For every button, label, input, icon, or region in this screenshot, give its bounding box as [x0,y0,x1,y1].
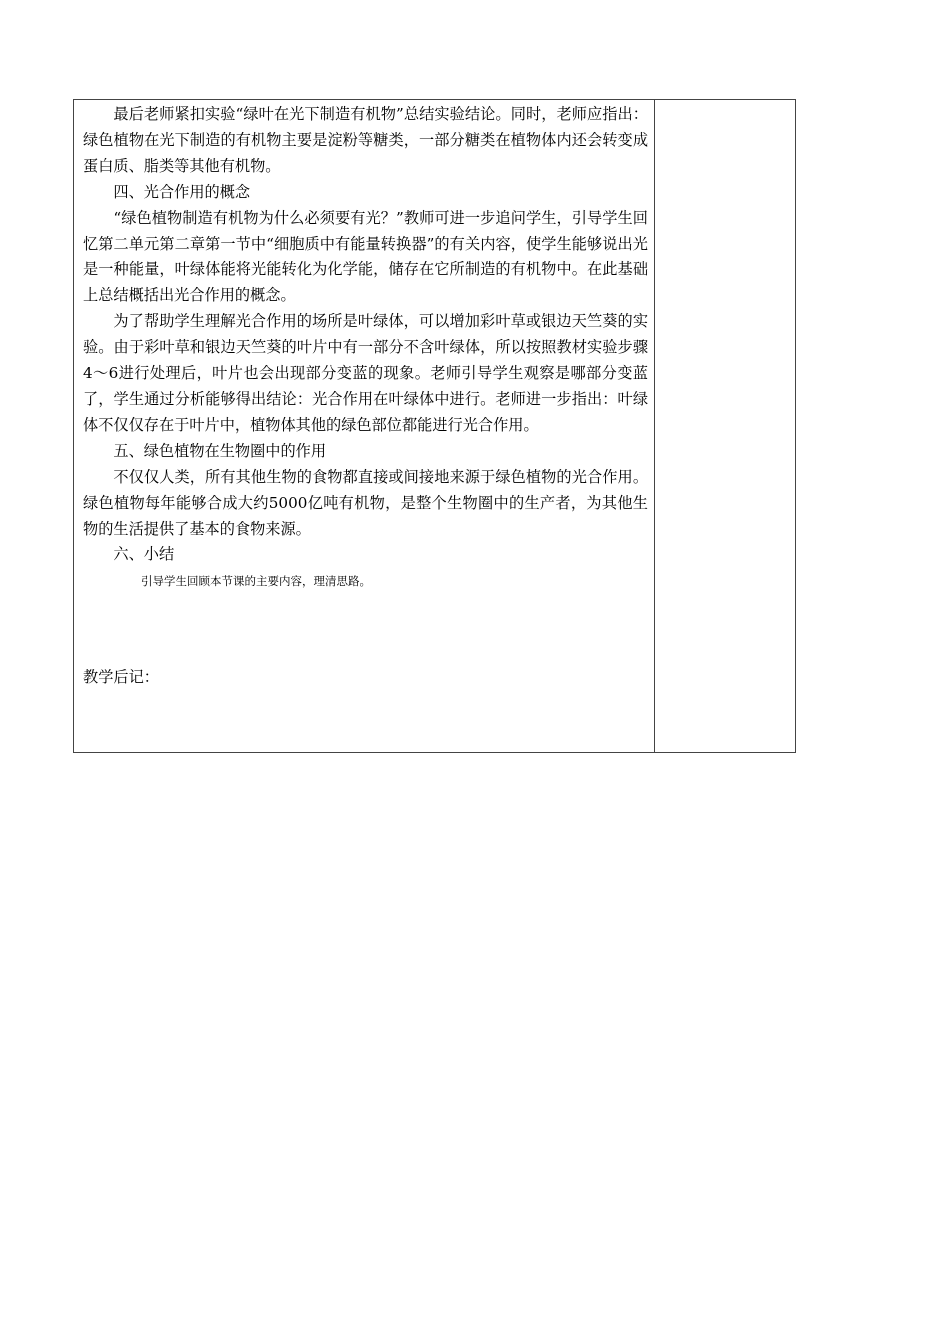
afterword-label: 教学后记： [83,668,159,686]
notes-column [655,100,795,752]
producer-paragraph: 不仅仅人类，所有其他生物的食物都直接或间接地来源于绿色植物的光合作用。绿色植物每年能够合成大约5000亿吨有机物，是整个生物圈中的生产者，为其他生物的生活提供了基本的食物来源。 [83,467,648,538]
chloroplast-experiment-paragraph: 为了帮助学生理解光合作用的场所是叶绿体，可以增加彩叶草或银边天竺葵的实验。由于彩叶草和银边天竺葵的叶片中有一部分不含叶绿体，所以按照教材实验步骤4～6进行处理后，叶片也会出现部分变蓝的现象。老师引导学生观察是哪部分变蓝了，学生通过分析能够得出结论：光合作用在叶绿体中进行。老师进一步指出：叶绿体不仅仅存在于叶片中，植物体其他的绿色部位都能进行光合作用。 [83,312,648,434]
concept-paragraph: “绿色植物制造有机物为什么必须要有光？”教师可进一步追问学生，引导学生回忆第二单元第二章第一节中“细胞质中有能量转换器”的有关内容，使学生能够说出光是一种能量，叶绿体能将光能转化为化学能，储存在它所制造的有机物中。在此基础上总结概括出光合作用的概念。 [83,208,648,305]
section-heading-summary: 六、小结 [113,545,175,564]
summary-note: 引导学生回顾本节课的主要内容，理清思路。 [141,574,371,589]
experiment-conclusion-paragraph: 最后老师紧扣实验“绿叶在光下制造有机物”总结实验结论。同时，老师应指出：绿色植物在光下制造的有机物主要是淀粉等糖类，一部分糖类在植物体内还会转变成蛋白质、脂类等其他有机物。 [83,105,648,175]
section-heading-concept: 四、光合作用的概念 [113,182,251,201]
lesson-table [73,99,796,753]
section-heading-role: 五、绿色植物在生物圈中的作用 [113,441,327,460]
lesson-content-cell [83,102,648,591]
